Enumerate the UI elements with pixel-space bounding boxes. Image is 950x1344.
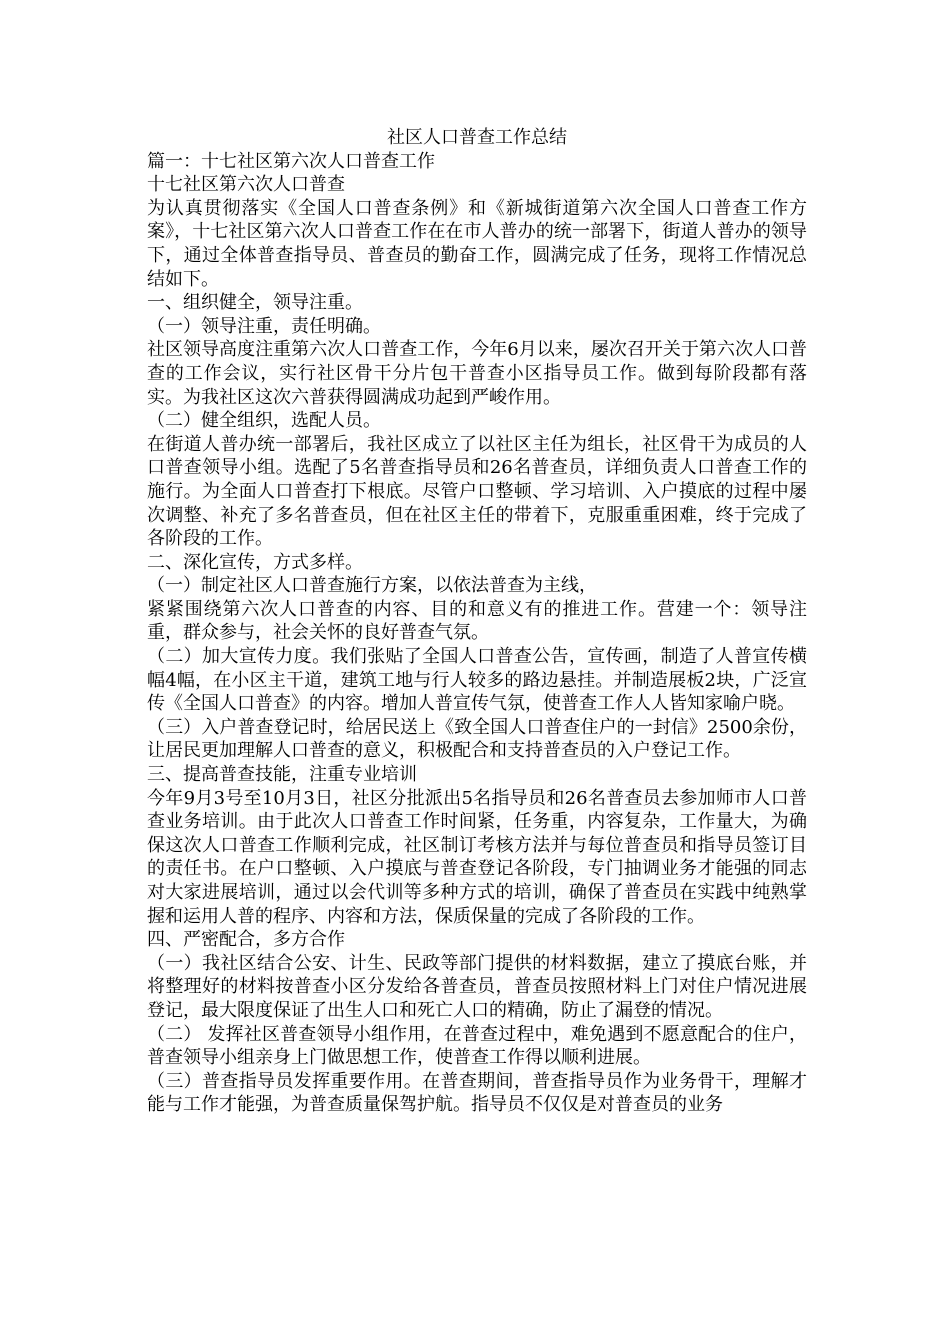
document-body [147,126,807,1117]
section-heading: 二、深化宣传，方式多样。 [147,551,363,573]
paragraph: 社区领导高度注重第六次人口普查工作，今年6月以来，屡次召开关于第六次人口普查的工作会议，实行社区骨干分片包干普查小区指导员工作。做到每阶段都有落实。为我社区这次六普获得圆满成功起到严峻作用。 [147,339,807,408]
paragraph: （一）我社区结合公安、计生、民政等部门提供的材料数据，建立了摸底台账，并将整理好的材料按普查小区分发给各普查员，普查员按照材料上门对住户情况进展登记，最大限度保证了出生人口和死亡人口的精确，防止了漏登的情况。 [147,952,807,1021]
paragraph: （三）入户普查登记时，给居民送上《致全国人口普查住户的一封信》2500余份，让居民更加理解人口普查的意义，积极配合和支持普查员的入户登记工作。 [147,716,807,762]
paragraph: 在街道人普办统一部署后，我社区成立了以社区主任为组长，社区骨干为成员的人口普查领导小组。选配了5名普查指导员和26名普查员，详细负责人口普查工作的施行。为全面人口普查打下根底。尽管户口整顿、学习培训、入户摸底的过程中屡次调整、补充了多名普查员，但在社区主任的带着下，克服重重困难，终于完成了各阶段的工作。 [147,433,807,550]
section-heading: 三、提高普查技能，注重专业培训 [147,764,417,786]
subsection-heading: （一）领导注重，责任明确。 [147,315,381,337]
section-heading: 一、组织健全，领导注重。 [147,292,363,314]
subheading: 十七社区第六次人口普查 [147,174,345,196]
section-heading: 四、严密配合，多方合作 [147,929,345,951]
section-heading: 篇一：十七社区第六次人口普查工作 [147,150,435,172]
subsection-heading: （一）制定社区人口普查施行方案，以依法普查为主线， [147,575,597,597]
paragraph: （三）普查指导员发挥重要作用。在普查期间，普查指导员作为业务骨干，理解才能与工作才能强，为普查质量保驾护航。指导员不仅仅是对普查员的业务 [147,1070,807,1116]
subsection-heading: （二）健全组织，选配人员。 [147,410,381,432]
document-title: 社区人口普查工作总结 [387,127,567,148]
paragraph: 为认真贯彻落实《全国人口普查条例》和《新城街道第六次全国人口普查工作方案》，十七社区第六次人口普查工作在在市人普办的统一部署下，街道人普办的领导下，通过全体普查指导员、普查员的勤奋工作，圆满完成了任务，现将工作情况总结如下。 [147,197,807,290]
paragraph: 紧紧围绕第六次人口普查的内容、目的和意义有的推进工作。营建一个：领导注重，群众参与，社会关怀的良好普查气氛。 [147,598,807,644]
paragraph: 今年9月3号至10月3日，社区分批派出5名指导员和26名普查员去参加师市人口普查业务培训。由于此次人口普查工作时间紧，任务重，内容复杂，工作量大，为确保这次人口普查工作顺利完成，社区制订考核方法并与每位普查员和指导员签订目的责任书。在户口整顿、入户摸底与普查登记各阶段，专门抽调业务才能强的同志对大家进展培训，通过以会代训等多种方式的培训，确保了普查员在实践中纯熟掌握和运用人普的程序、内容和方法，保质保量的完成了各阶段的工作。 [147,787,807,927]
paragraph: （二） 发挥社区普查领导小组作用，在普查过程中，难免遇到不愿意配合的住户，普查领导小组亲身上门做思想工作，使普查工作得以顺利进展。 [147,1023,807,1069]
paragraph: （二）加大宣传力度。我们张贴了全国人口普查公告，宣传画，制造了人普宣传横幅4幅，在小区主干道，建筑工地与行人较多的路边悬挂。并制造展板2块，广泛宣传《全国人口普查》的内容。增加人普宣传气氛，使普查工作人人皆知家喻户晓。 [147,646,807,715]
